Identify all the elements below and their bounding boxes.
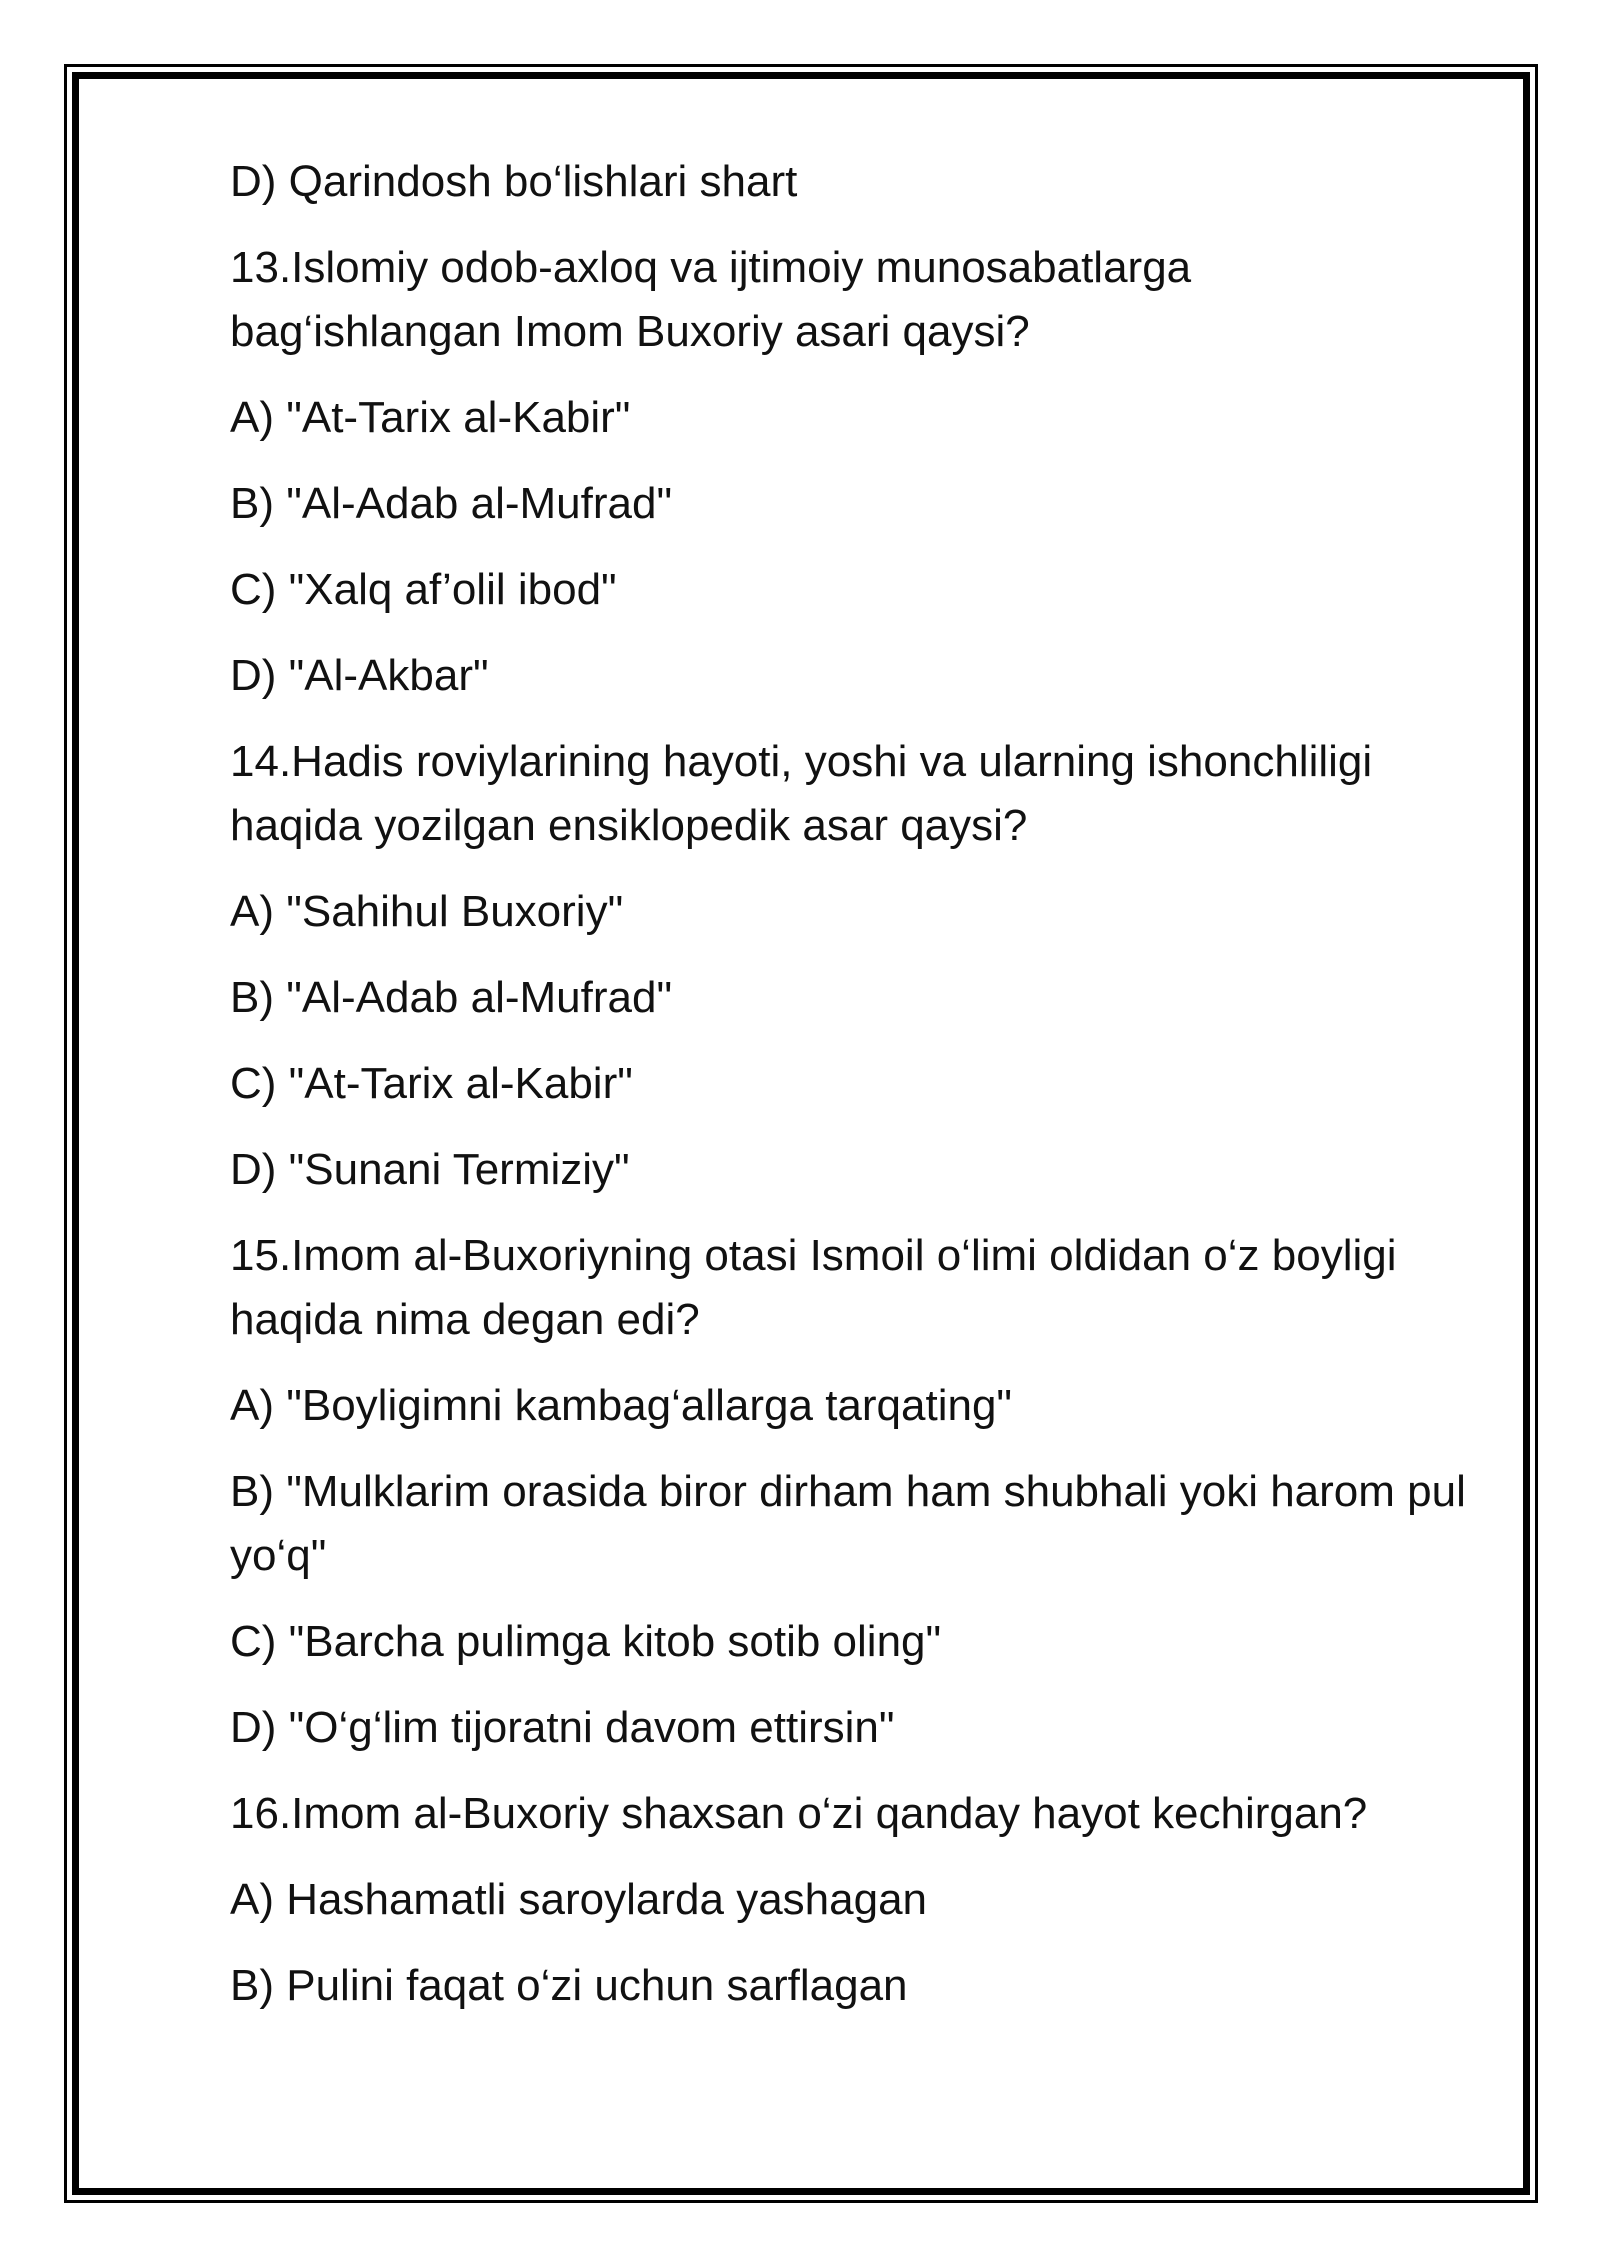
option-c-q15: C) "Barcha pulimga kitob sotib oling" bbox=[230, 1617, 942, 1666]
option-a-q13: A) "At-Tarix al-Kabir" bbox=[230, 393, 631, 442]
option-b-q14: B) "Al-Adab al-Mufrad" bbox=[230, 973, 673, 1022]
option-b-q13: B) "Al-Adab al-Mufrad" bbox=[230, 479, 673, 528]
question-15: 15.Imom al-Buxoriyning otasi Ismoil o‘limi oldidan o‘z boyligi haqida nima degan edi? bbox=[230, 1231, 1397, 1344]
option-b-q16: B) Pulini faqat o‘zi uchun sarflagan bbox=[230, 1961, 908, 2010]
question-16: 16.Imom al-Buxoriy shaxsan o‘zi qanday hayot kechirgan? bbox=[230, 1789, 1368, 1838]
option-b-q15: B) "Mulklarim orasida biror dirham ham shubhali yoki harom pul yo‘q" bbox=[230, 1467, 1466, 1580]
option-d-q12: D) Qarindosh bo‘lishlari shart bbox=[230, 157, 798, 206]
option-d-q13: D) "Al-Akbar" bbox=[230, 651, 489, 700]
option-c-q14: C) "At-Tarix al-Kabir" bbox=[230, 1059, 633, 1108]
option-d-q14: D) "Sunani Termiziy" bbox=[230, 1145, 630, 1194]
option-a-q14: A) "Sahihul Buxoriy" bbox=[230, 887, 624, 936]
option-a-q16: A) Hashamatli saroylarda yashagan bbox=[230, 1875, 928, 1924]
option-a-q15: A) "Boyligimni kambag‘allarga tarqating" bbox=[230, 1381, 1013, 1430]
option-c-q13: C) "Xalq af’olil ibod" bbox=[230, 565, 617, 614]
question-13: 13.Islomiy odob-axloq va ijtimoiy munosabatlarga bag‘ishlangan Imom Buxoriy asari qaysi? bbox=[230, 243, 1192, 356]
question-14: 14.Hadis roviylarining hayoti, yoshi va ularning ishonchliligi haqida yozilgan ensiklopedik asar qaysi? bbox=[230, 737, 1373, 850]
quiz-content bbox=[230, 150, 1470, 2040]
option-d-q15: D) "O‘g‘lim tijoratni davom ettirsin" bbox=[230, 1703, 895, 1752]
